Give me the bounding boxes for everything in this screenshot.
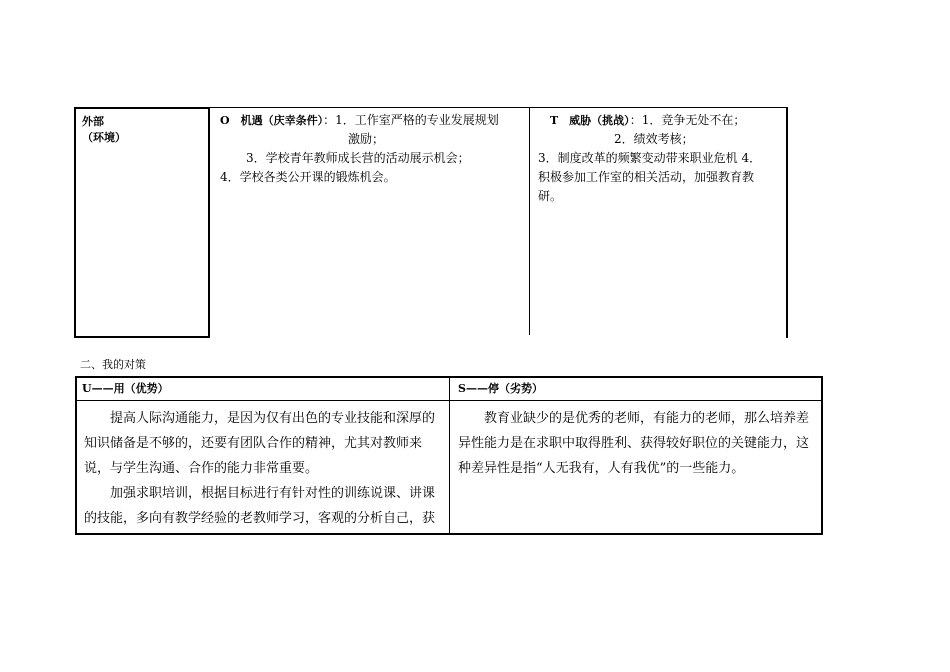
opportunities-item4: 4．学校各类公开课的锻炼机会。 <box>220 170 396 184</box>
opportunities-heading: O 机遇（庆幸条件） <box>220 114 324 127</box>
opportunities-cell <box>220 111 525 187</box>
opportunities-item1: ：1．工作室严格的专业发展规划 <box>323 113 499 127</box>
threats-item3: 3．制度改革的频繁变动带来职业危机 4． <box>538 151 762 165</box>
strategy-column-divider <box>449 376 450 535</box>
strategy-col2-paragraph-1: 教育业缺少的是优秀的老师，有能力的老师，那么培养差异性能力是在求职中取得胜利、获得较好职位的关键能力，这种差异性是指“人无我有，人有我优”的一些能力。 <box>458 411 810 476</box>
threats-heading: T 威胁（挑战） <box>550 114 630 127</box>
strategy-col1-paragraph-1: 提高人际沟通能力，是因为仅有出色的专业技能和深厚的知识储备是不够的，还要有团队合作的精神，尤其对教师来说，与学生沟通、合作的能力非常重要。 <box>84 411 436 476</box>
opportunities-item1-cont: 激励； <box>348 132 385 146</box>
threats-cell <box>538 111 783 206</box>
threats-item3-cont2: 研。 <box>538 189 563 203</box>
threats-item2: 2．绩效考核； <box>614 132 694 146</box>
strategy-col2-header: S——停（劣势） <box>458 382 543 395</box>
strategy-col1-body <box>84 406 442 531</box>
threats-item1: ：1．竞争无处不在； <box>629 113 746 127</box>
table1-top-border <box>210 107 788 108</box>
section-title: 二、我的对策 <box>80 358 146 371</box>
strategy-col1-paragraph-2: 加强求职培训，根据目标进行有针对性的训练说课、讲课的技能，多向有教学经验的老教师学习，客观的分析自己，获 <box>84 486 436 526</box>
threats-item3-cont1: 积极参加工作室的相关活动，加强教育教 <box>538 170 755 184</box>
external-label: 外部 （环境） <box>82 115 126 144</box>
table1-middle-border <box>529 107 530 335</box>
strategy-col2-body <box>458 406 816 481</box>
opportunities-item3: 3．学校青年教师成长营的活动展示机会； <box>246 151 470 165</box>
table1-right-border <box>786 107 788 338</box>
strategy-col1-header: U——用（优势） <box>82 382 169 395</box>
